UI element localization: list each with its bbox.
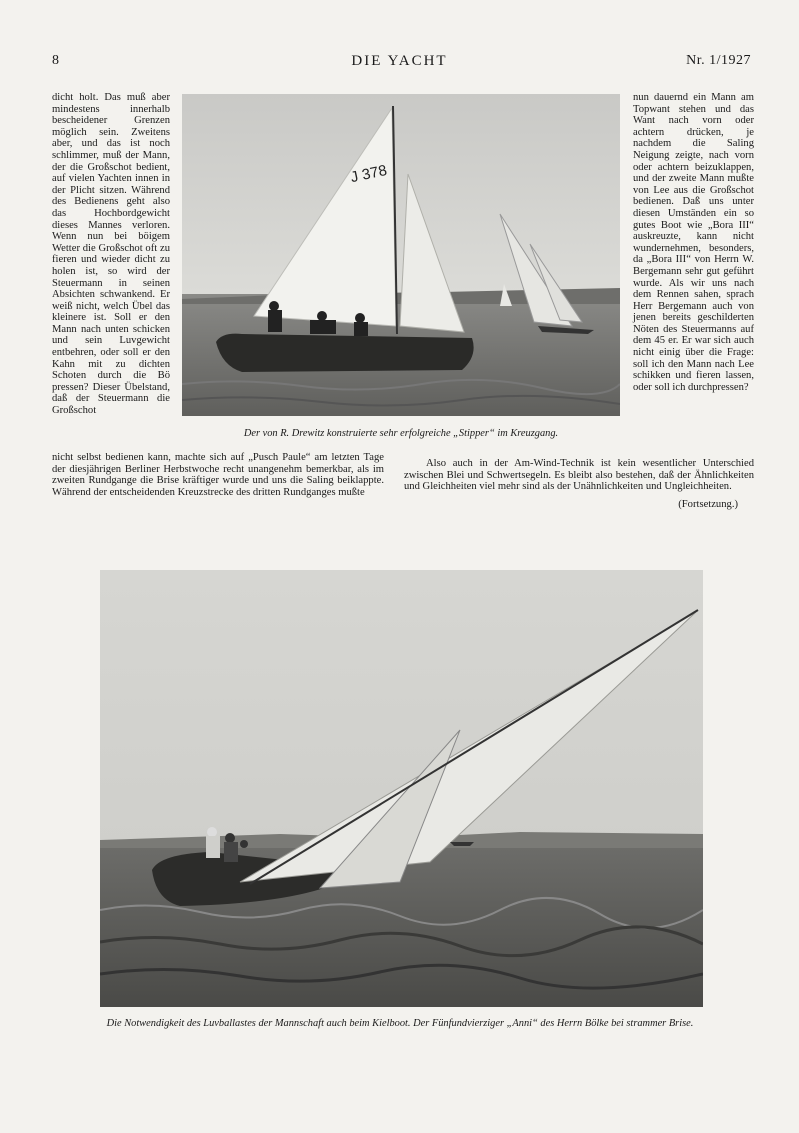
sail-number: J 378 [349, 161, 389, 187]
sailboat-photo-1 [182, 94, 620, 416]
paragraph-left: dicht holt. Das muß aber mindestens innerhalb bescheidener Grenzen möglich sein. Zweitens aber, und das ist noch schlimmer, muß der Mann, der die Großschot bedient, auf vielen Yachten innen in der Plicht sitzen. Während des Bedienens geht also das Hochbordgewicht dieses Mannes verloren. Wenn nun bei böigem Wetter die Großschot oft zu fieren und wieder dicht zu holen ist, so wird der Steuermann in seinen Absichten schwankend. Er weiß nicht, welch Übel das kleinere ist. Soll er den Mann nach unten schicken und sein Luvgewicht entbehren, oder soll er den Kahn mit zu dichten Schoten durch die Bö pressen? Dieser Übelstand, daß der Steuermann die Großschot [52, 92, 170, 417]
photo-anni [100, 570, 703, 1007]
paragraph-right: nun dauernd ein Mann am Topwant stehen und das Want nach vorn oder achtern drücken, je nachdem die Saling Neigung zeigte, nach vorn oder achtern beizuklappen, und der zweite Mann mußte von Lee aus die Großschot bedienen. Daß uns unter diesen Umständen ein so gutes Boot wie „Bora III“ auskreuzte, kann nicht wundernehmen, besonders, da „Bora III“ von Herrn W. Bergemann sehr gut geführt wurde. Als wir uns nach dem Rennen sahen, sprach Herr Bergemann auch von jenen bereits geschilderten Nöten des Steuermanns auf dem 45 er. Er war sich auch nicht einig über die Frage: soll ich den Mann nach Lee schikken und fieren lassen, oder soll ich durchpressen? [633, 92, 754, 393]
sailboat-photo-2 [100, 570, 703, 1007]
photo-caption-2: Die Notwendigkeit des Luvballastes der Mannschaft auch beim Kielboot. Der Fünfundvierziger „Anni“ des Herrn Bölke bei strammer Brise. [106, 1018, 694, 1029]
paragraph-bottom-left: nicht selbst bedienen kann, machte sich auf „Pusch Paule“ am letzten Tage der diesjährigen Berliner Herbstwoche recht unangenehm bemerkbar, als im zweiten Rundgange die Brise kräftiger wurde und uns die Saling beiklappte. Während der entscheidenden Kreuzstrecke des dritten Rundganges mußte [52, 452, 384, 498]
photo-caption-1: Der von R. Drewitz konstruierte sehr erfolgreiche „Stipper“ im Kreuzgang. [243, 428, 559, 439]
text-column-left [52, 92, 170, 417]
text-bottom-right [404, 458, 754, 493]
text-bottom-left [52, 452, 384, 498]
magazine-title: DIE YACHT [351, 53, 448, 69]
paragraph-bottom-right: Also auch in der Am-Wind-Technik ist kein wesentlicher Unterschied zwischen Blei und Schwertsegeln. Es bleibt also bestehen, daß der Ähnlichkeiten und Gleichheiten viel mehr sind als der Unähnlichkeiten und Ungleichheiten. [404, 458, 754, 493]
issue-number: Nr. 1/1927 [686, 53, 751, 68]
text-column-right [633, 92, 754, 393]
page-number: 8 [52, 53, 60, 68]
continuation-note: (Fortsetzung.) [678, 499, 738, 510]
photo-stipper [182, 94, 620, 416]
